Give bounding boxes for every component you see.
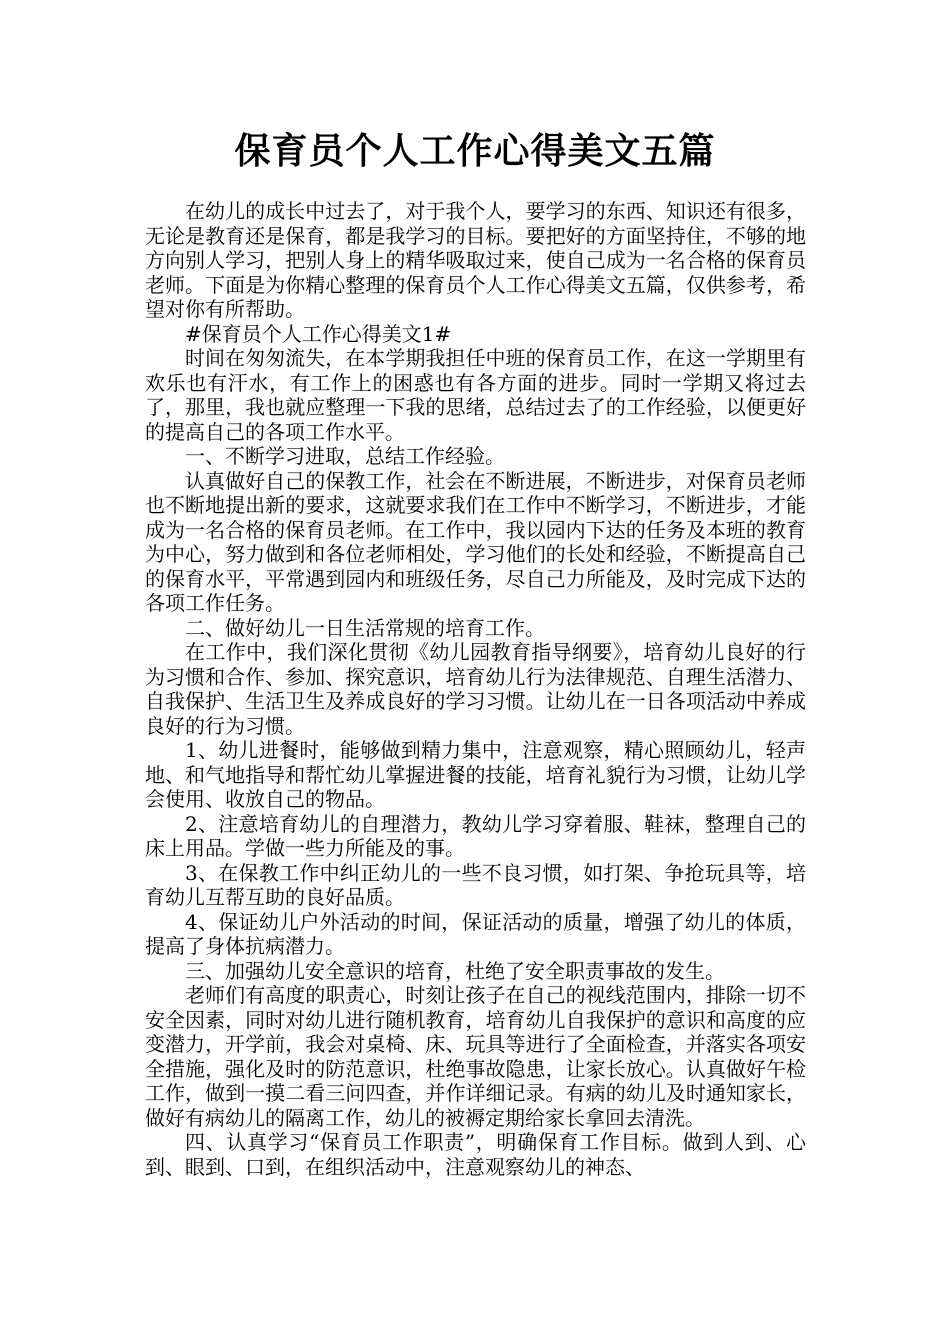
paragraph: 认真做好自己的保教工作，社会在不断进展，不断进步，对保育员老师也不断地提出新的要求，这就要求我们在工作中不断学习，不断进步，才能成为一名合格的保育员老师。在工作中，我以园内下达的任务及本班的教育为中心，努力做到和各位老师相处，学习他们的长处和经验，不断提高自己的保育水平，平常遇到园内和班级任务，尽自己力所能及，及时完成下达的各项工作任务。: [145, 468, 806, 615]
document-title: 保育员个人工作心得美文五篇: [234, 131, 716, 172]
list-item: 3、在保教工作中纠正幼儿的一些不良习惯，如打架、争抢玩具等，培育幼儿互帮互助的良好品质。: [145, 860, 806, 909]
section-heading: 二、做好幼儿一日生活常规的培育工作。: [185, 615, 545, 640]
document-body: [145, 199, 806, 1179]
section-heading-article-1: #保育员个人工作心得美文1#: [185, 321, 452, 346]
list-item: 4、保证幼儿户外活动的时间，保证活动的质量，增强了幼儿的体质，提高了身体抗病潜力。: [145, 909, 806, 958]
section-heading: 三、加强幼儿安全意识的培育，杜绝了安全职责事故的发生。: [185, 958, 725, 983]
paragraph: 老师们有高度的职责心，时刻让孩子在自己的视线范围内，排除一切不安全因素，同时对幼儿进行随机教育，培育幼儿自我保护的意识和高度的应变潜力，开学前，我会对桌椅、床、玩具等进行了全面检查，并落实各项安全措施，强化及时的防范意识，杜绝事故隐患，让家长放心。认真做好午检工作，做到一摸二看三问四查，并作详细记录。有病的幼儿及时通知家长，做好有病幼儿的隔离工作，幼儿的被褥定期给家长拿回去清洗。: [145, 983, 806, 1130]
paragraph: 在工作中，我们深化贯彻《幼儿园教育指导纲要》，培育幼儿良好的行为习惯和合作、参加、探究意识，培育幼儿行为法律规范、自理生活潜力、自我保护、生活卫生及养成良好的学习习惯。让幼儿在一日各项活动中养成良好的行为习惯。: [145, 640, 806, 738]
list-item: 2、注意培育幼儿的自理潜力，教幼儿学习穿着服、鞋袜，整理自己的床上用品。学做一些力所能及的事。: [145, 811, 806, 860]
section-heading: 四、认真学习“保育员工作职责”，明确保育工作目标。做到人到、心到、眼到、口到，在组织活动中，注意观察幼儿的神态、: [145, 1130, 806, 1179]
section-heading: 一、不断学习进取，总结工作经验。: [185, 444, 505, 468]
paragraph-intro: 在幼儿的成长中过去了，对于我个人，要学习的东西、知识还有很多，无论是教育还是保育，都是我学习的目标。要把好的方面坚持住，不够的地方向别人学习，把别人身上的精华吸取过来，使自己成为一名合格的保育员老师。下面是为你精心整理的保育员个人工作心得美文五篇，仅供参考，希望对你有所帮助。: [145, 199, 806, 321]
paragraph: 时间在匆匆流失，在本学期我担任中班的保育员工作，在这一学期里有欢乐也有汗水，有工作上的困惑也有各方面的进步。同时一学期又将过去了，那里，我也就应整理一下我的思绪，总结过去了的工作经验，以便更好的提高自己的各项工作水平。: [145, 346, 806, 444]
list-item: 1、幼儿进餐时，能够做到精力集中，注意观察，精心照顾幼儿，轻声地、和气地指导和帮忙幼儿掌握进餐的技能，培育礼貌行为习惯，让幼儿学会使用、收放自己的物品。: [145, 738, 806, 811]
